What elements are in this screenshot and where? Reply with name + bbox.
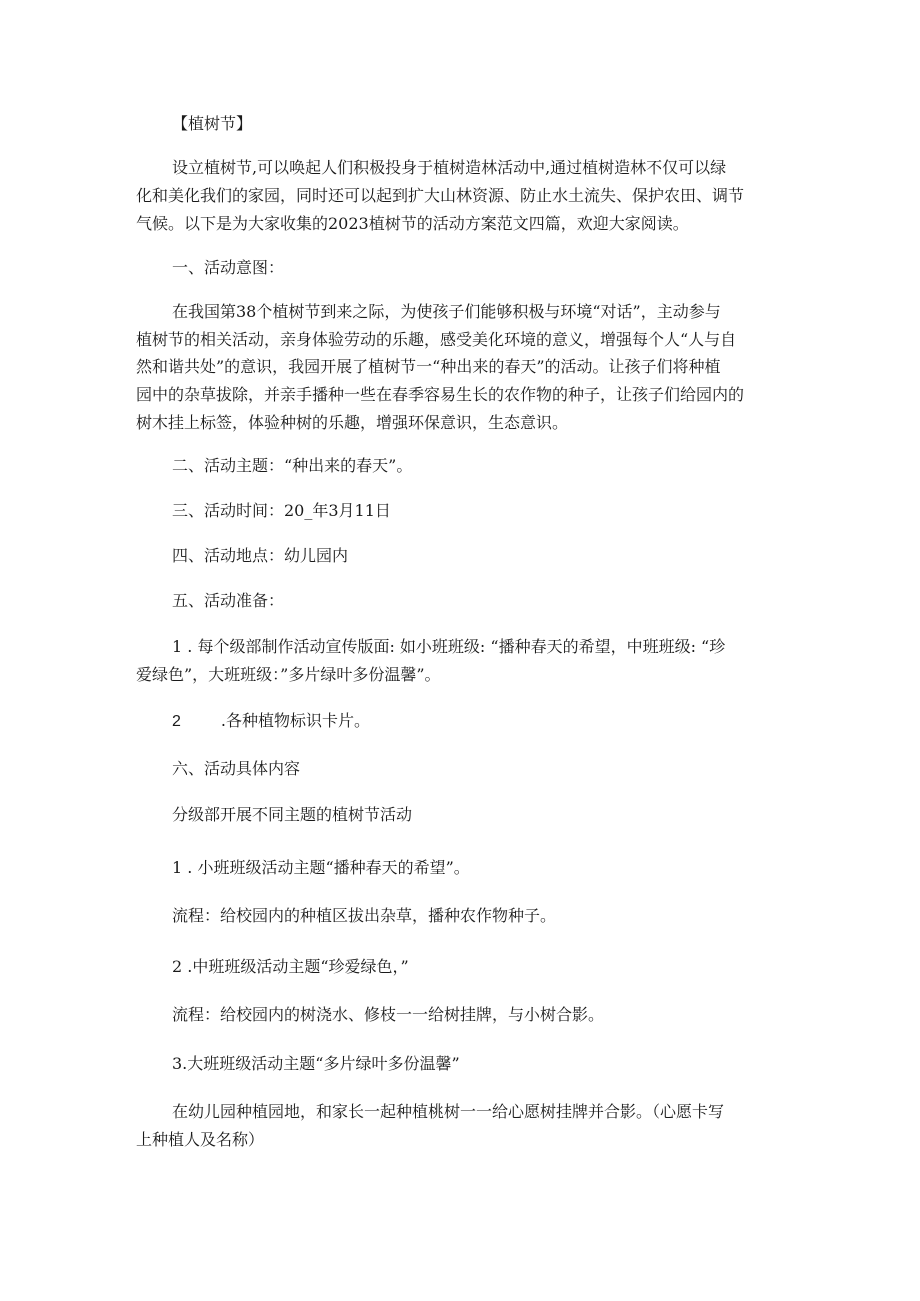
section-1-line-2: 植树节的相关活动，亲身体验劳动的乐趣，感受美化环境的意义，增强每个人“人与自 [136, 330, 737, 349]
document-heading: 【植树节】 [172, 114, 253, 133]
section-2: 二、活动主题：“种出来的春天”。 [172, 456, 413, 475]
section-5-item-1-line-2: 爱绿色”，大班班级：”多片绿叶多份温馨”。 [136, 665, 441, 684]
section-5-item-2-number: 2 [172, 713, 181, 730]
section-4: 四、活动地点：幼儿园内 [172, 546, 349, 565]
section-6-item-1: 1 . 小班班级活动主题“播种春天的希望”。 [172, 858, 470, 877]
section-1-line-5: 树木挂上标签，体验种树的乐趣，增强环保意识，生态意识。 [136, 413, 569, 432]
section-1-line-4: 园中的杂草拔除，并亲手播种一些在春季容易生长的农作物的种子，让孩子们给园内的 [136, 385, 745, 404]
section-6-item-3-flow-line-2: 上种植人及名称） [136, 1130, 265, 1149]
section-6-subtitle: 分级部开展不同主题的植树节活动 [172, 805, 413, 824]
section-6-title: 六、活动具体内容 [172, 759, 301, 778]
section-5-item-1-line-1: 1 . 每个级部制作活动宣传版面: 如小班班级: “播种春天的希望，中班班级: “珍 [172, 637, 726, 656]
section-1-title: 一、活动意图： [172, 258, 285, 277]
section-5-title: 五、活动准备： [172, 591, 285, 610]
section-1-line-3: 然和谐共处”的意识，我园开展了植树节一“种出来的春天”的活动。让孩子们将种植 [136, 357, 721, 376]
section-6-item-3: 3.大班班级活动主题“多片绿叶多份温馨” [172, 1054, 460, 1073]
section-5-item-2 [172, 709, 370, 733]
section-6-item-2-flow: 流程：给校园内的树浇水、修枝一一给树挂牌，与小树合影。 [172, 1005, 605, 1024]
intro-line-2: 化和美化我们的家园，同时还可以起到扩大山林资源、防止水土流失、保护农田、调节 [136, 186, 745, 205]
section-5-item-2-text: .各种植物标识卡片。 [220, 711, 370, 730]
section-6-item-3-flow-line-1: 在幼儿园种植园地，和家长一起种植桃树一一给心愿树挂牌并合影。（心愿卡写 [172, 1102, 725, 1121]
intro-line-3: 气候。以下是为大家收集的2023植树节的活动方案范文四篇，欢迎大家阅读。 [136, 214, 689, 233]
intro-line-1: 设立植树节,可以唤起人们积极投身于植树造林活动中,通过植树造林不仅可以绿 [172, 158, 727, 177]
section-1-line-1: 在我国第38个植树节到来之际，为使孩子们能够积极与环境“对话”，主动参与 [172, 302, 721, 321]
section-6-item-1-flow: 流程：给校园内的种植区拔出杂草，播种农作物种子。 [172, 906, 557, 925]
section-3: 三、活动时间：20_年3月11日 [172, 501, 391, 520]
section-6-item-2: 2 .中班班级活动主题“珍爱绿色，” [172, 957, 409, 976]
